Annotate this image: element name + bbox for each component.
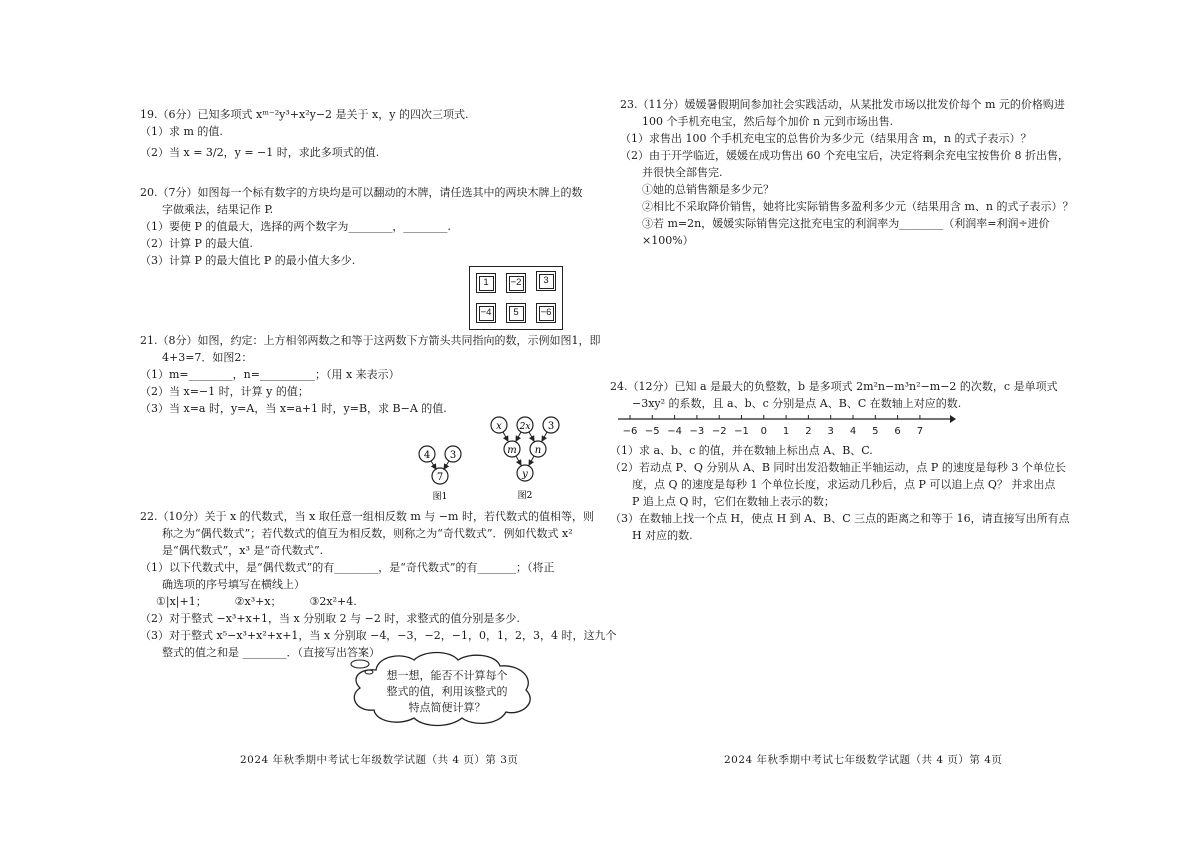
fig2-node-y: y: [522, 469, 528, 480]
number-line-tick-label: −4: [667, 426, 682, 437]
q23-part-2: （2）由于开学临近，媛媛在成功售出 60 个充电宝后，决定将剩余充电宝按售价 8 折出售，: [620, 149, 1069, 163]
q23-sub-3-cont: ×100%）: [642, 234, 694, 248]
number-line-tick-label: −2: [711, 426, 727, 437]
figure-1: [419, 446, 461, 502]
question-24-stem: [610, 378, 1058, 412]
question-20: [140, 184, 583, 269]
fig1-node-a: 4: [423, 450, 431, 461]
fig2-node-m: m: [507, 445, 517, 456]
question-22: [140, 508, 616, 661]
q22-part-1: （1）以下代数式中，是“偶代数式”的有________，是“奇代数式”的有_______；（将正: [140, 561, 555, 575]
number-line-labels: [600, 424, 930, 440]
q22-stem-cont: 称之为“偶代数式”；若代数式的值互为相反数，则称之为“奇代数式”．例如代数式 x²: [162, 527, 573, 541]
q23-sub-2: ②相比不采取降价销售，她将比实际销售多盈利多少元（结果用含 m、n 的式子表示）？: [642, 200, 1074, 214]
q22-part-3-cont: 整式的值之和是 ________．（直接写出答案）: [162, 646, 380, 660]
exam-page-4: [600, 0, 1200, 848]
tile: 3: [536, 271, 556, 291]
q24-stem: 24.（12分）已知 a 是最大的负整数，b 是多项式 2m²n−m³n²−m−2 的次数，c 是单项式: [610, 380, 1058, 393]
q24-part-2-cont2: P 追上点 Q 时，它们在数轴上表示的数；: [632, 495, 835, 509]
q23-sub-3: ③若 m=2n，媛媛实际销售完这批充电宝的利润率为________（利润率=利润÷进价: [642, 217, 1050, 231]
q21-part-3: （3）当 x=a 时，y=A，当 x=a+1 时，y=B，求 B−A 的值.: [140, 402, 447, 416]
q23-sub-1: ①她的总销售额是多少元？: [642, 183, 774, 197]
figure-2: [491, 417, 559, 501]
number-line-tick-label: −1: [734, 426, 749, 437]
q19-part-2: （2）当 x = 3/2，y = −1 时，求此多项式的值.: [140, 146, 380, 160]
q21-part-2: （2）当 x=−1 时，计算 y 的值；: [140, 385, 309, 399]
q21-stem-cont: 4+3=7．如图2：: [162, 351, 253, 365]
question-19: [140, 106, 468, 161]
page-footer: 2024 年秋季期中考试七年级数学试题（共 4 页）第 3页: [240, 754, 519, 766]
fig2-node-n: n: [534, 445, 542, 456]
q20-stem: 20.（7分）如图每一个标有数字的方块均是可以翻动的木牌，请任选其中的两块木牌上的数: [140, 186, 583, 199]
q23-part-2-cont: 并很快全部售完.: [642, 166, 723, 180]
number-line-tick-label: −6: [622, 426, 638, 437]
number-line-tick-label: 5: [872, 426, 879, 437]
q23-stem: 23.（11分）媛媛暑假期间参加社会实践活动，从某批发市场以批发价每个 m 元的价格购进: [620, 98, 1065, 111]
q21-figures: [410, 414, 580, 502]
q23-part-1: （1）求售出 100 个手机充电宝的总售价为多少元（结果用含 m，n 的式子表示）？: [620, 132, 1032, 146]
q22-stem: 22.（10分）关于 x 的代数式，当 x 取任意一组相反数 m 与 −m 时，若代数式的值相等，则: [140, 510, 594, 523]
tile: 5: [506, 303, 526, 323]
q24-part-2: （2）若动点 P、Q 分别从 A、B 同时出发沿数轴正半轴运动，点 P 的速度是每秒 3 个单位长: [610, 461, 1066, 475]
question-23: [620, 96, 1074, 249]
fig2-node-2x: 2x: [519, 422, 531, 432]
number-line-tick-label: 0: [760, 426, 767, 437]
tile: −2: [506, 273, 526, 293]
q22-part-2: （2）对于整式 −x³+x+1，当 x 分别取 2 与 −2 时，求整式的值分别是多少.: [140, 612, 520, 626]
number-line-tick-label: 2: [805, 426, 812, 437]
q22-part-1-cont: 确选项的序号填写在横线上）: [162, 578, 305, 592]
tile-board: [469, 266, 563, 330]
q24-stem-cont: −3xy² 的系数，且 a、b、c 分别是点 A、B、C 在数轴上对应的数.: [632, 397, 962, 411]
q22-stem-cont2: 是“偶代数式”，x³ 是“奇代数式”.: [162, 544, 324, 558]
question-24-parts: [610, 442, 1070, 544]
q20-part-3: （3）计算 P 的最大值比 P 的最小值大多少.: [140, 254, 356, 268]
number-line-tick-label: 3: [827, 426, 834, 437]
number-line-tick-label: −5: [644, 426, 660, 437]
number-line-tick-label: −3: [689, 426, 705, 437]
number-line-tick-label: 6: [894, 426, 901, 437]
question-21: [140, 332, 601, 417]
q19-part-1: （1）求 m 的值.: [140, 125, 223, 139]
q24-part-2-cont: 度，点 Q 的速度是每秒 1 个单位长度，求运动几秒后，点 P 可以追上点 Q？ 并求出点: [632, 478, 1056, 492]
q24-part-3: （3）在数轴上找一个点 H，使点 H 到 A、B、C 三点的距离之和等于 16，请直接写出所有点: [610, 512, 1070, 526]
q23-stem-cont: 100 个手机充电宝，然后每个加价 n 元到市场出售.: [642, 115, 894, 129]
thought-cloud-text: 想一想，能否不计算每个 整式的值，利用该整式的 特点简便计算？: [386, 669, 508, 714]
q20-part-1: （1）要使 P 的值最大，选择的两个数字为________，________.: [140, 220, 451, 234]
tile: −6: [536, 303, 556, 323]
number-line-tick-label: 1: [782, 426, 790, 437]
number-line-tick-label: 4: [849, 426, 857, 437]
q21-part-1: （1）m=________，n=__________；（用 x 来表示）: [140, 368, 400, 382]
q24-part-1: （1）求 a、b、c 的值，并在数轴上标出点 A、B、C.: [610, 444, 873, 457]
q19-stem: 19.（6分）已知多项式 xᵐ⁻²y³+x²y−2 是关于 x，y 的四次三项式.: [140, 108, 469, 121]
page-footer: 2024 年秋季期中考试七年级数学试题（共 4 页）第 4页: [724, 754, 1003, 766]
q20-part-2: （2）计算 P 的最大值.: [140, 237, 253, 251]
fig2-caption: 图2: [517, 491, 533, 501]
fig1-node-b: 3: [449, 450, 457, 461]
q22-part-3: （3）对于整式 x⁵−x³+x²+x+1，当 x 分别取 −4，−3，−2，−1，0，1，2，3，4 时，这九个: [140, 629, 617, 643]
q24-part-3-cont: H 对应的数.: [632, 529, 693, 543]
q21-stem: 21.（8分）如图，约定：上方相邻两数之和等于这两数下方箭头共同指向的数，示例如图1，即: [140, 334, 601, 347]
q20-stem-cont: 字做乘法，结果记作 P.: [162, 203, 274, 217]
fig2-node-3: 3: [547, 421, 555, 432]
fig1-node-sum: 7: [436, 472, 444, 483]
number-line-tick-label: 7: [916, 426, 924, 437]
tile: −4: [476, 303, 496, 323]
q22-options: ①|x|+1； ②x³+x； ③2x²+4.: [156, 595, 357, 609]
fig2-node-x: x: [496, 421, 502, 432]
tile: 1: [476, 273, 496, 293]
fig1-caption: 图1: [432, 492, 448, 502]
